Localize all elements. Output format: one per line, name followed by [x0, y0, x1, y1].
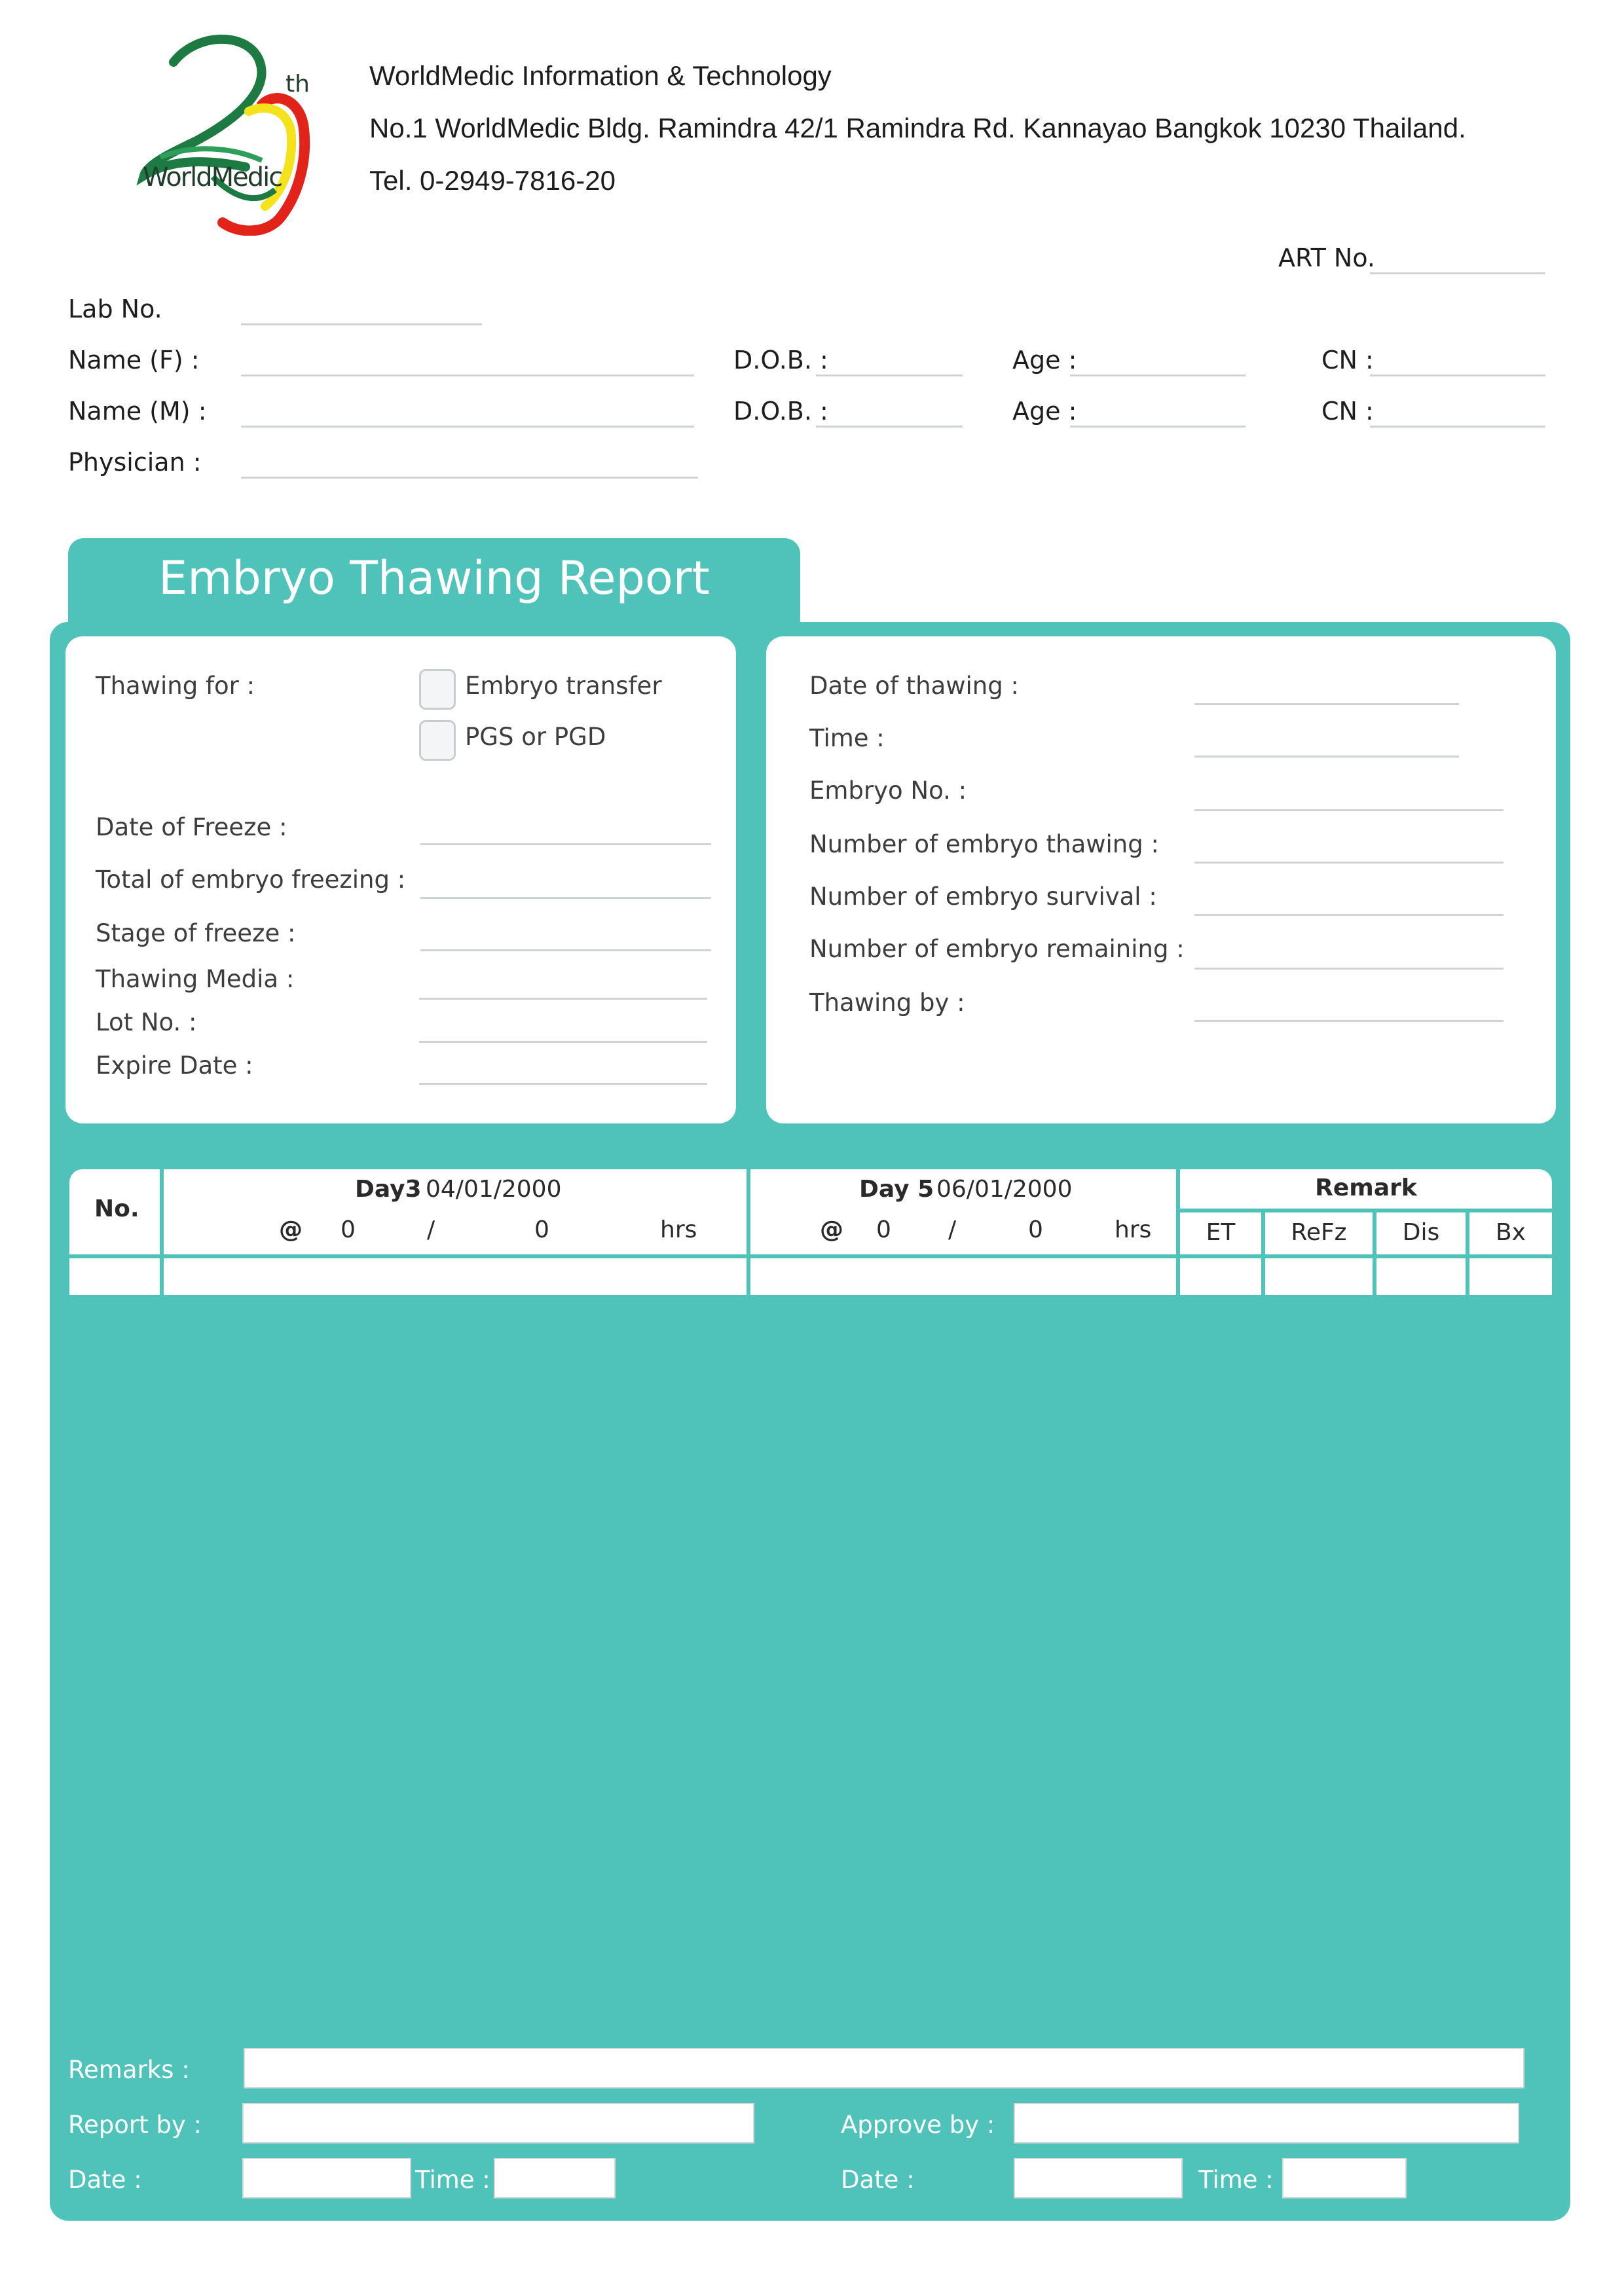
approve-date-field[interactable] [1014, 2158, 1183, 2198]
report-date-field[interactable] [242, 2158, 411, 2198]
refz-label: ReFz [1291, 1219, 1347, 1246]
day3-date: 04/01/2000 [426, 1176, 562, 1203]
cn-f-field[interactable] [1370, 374, 1545, 376]
day3-minute-value: 0 [534, 1216, 549, 1243]
age-f-field[interactable] [1070, 374, 1246, 376]
logo-superscript: th [286, 71, 310, 98]
embryo-transfer-label: Embryo transfer [465, 672, 662, 700]
day3-hour-value: 0 [341, 1216, 356, 1243]
total-freezing-field[interactable] [420, 897, 711, 899]
cn-f-label: CN : [1321, 346, 1374, 374]
report-by-label: Report by : [68, 2111, 202, 2139]
approve-time-label: Time : [1198, 2166, 1274, 2194]
lab-no-field[interactable] [241, 323, 482, 325]
et-label: ET [1206, 1219, 1236, 1246]
date-of-freeze-field[interactable] [420, 843, 711, 845]
table-row-refz-cell[interactable] [1265, 1258, 1373, 1295]
approve-date-label: Date : [841, 2166, 915, 2194]
num-survival-field[interactable] [1194, 914, 1504, 916]
report-by-field[interactable] [242, 2103, 754, 2143]
num-remaining-label: Number of embryo remaining : [809, 935, 1185, 963]
thawing-for-label: Thawing for : [96, 672, 255, 700]
pgs-pgd-label: PGS or PGD [465, 723, 606, 751]
lab-no-label: Lab No. [68, 295, 162, 323]
age-m-field[interactable] [1070, 426, 1246, 428]
date-of-thawing-field[interactable] [1194, 703, 1459, 705]
physician-label: Physician : [68, 448, 202, 477]
thawing-media-label: Thawing Media : [96, 965, 295, 993]
company-tel: Tel. 0-2949-7816-20 [369, 165, 616, 196]
num-thawing-label: Number of embryo thawing : [809, 830, 1159, 858]
day3-at: @ [279, 1216, 303, 1243]
day3-hrs: hrs [660, 1216, 697, 1243]
remarks-field[interactable] [244, 2048, 1524, 2088]
report-time-field[interactable] [494, 2158, 616, 2198]
name-f-label: Name (F) : [68, 346, 200, 374]
day5-hour-value: 0 [876, 1216, 891, 1243]
age-m-label: Age : [1012, 397, 1077, 426]
day5-date: 06/01/2000 [936, 1176, 1073, 1203]
pgs-pgd-checkbox[interactable] [419, 720, 456, 761]
report-time-label: Time : [415, 2166, 490, 2194]
company-address: No.1 WorldMedic Bldg. Ramindra 42/1 Ramindra Rd. Kannayao Bangkok 10230 Thailand. [369, 113, 1466, 143]
thawing-by-label: Thawing by : [809, 989, 965, 1017]
table-row-et-cell[interactable] [1180, 1258, 1261, 1295]
company-logo [134, 26, 324, 236]
day5-slash: / [948, 1216, 957, 1243]
approve-time-field[interactable] [1282, 2158, 1407, 2198]
stage-of-freeze-field[interactable] [420, 949, 711, 951]
day3-label: Day3 [355, 1176, 422, 1203]
thawing-results-card [766, 636, 1556, 1123]
logo-text: WorldMedic [143, 162, 282, 192]
day5-hrs: hrs [1115, 1216, 1152, 1243]
name-m-label: Name (M) : [68, 397, 207, 426]
num-survival-label: Number of embryo survival : [809, 883, 1157, 911]
physician-field[interactable] [241, 477, 698, 479]
day3-slash: / [427, 1216, 435, 1243]
num-remaining-field[interactable] [1194, 968, 1504, 970]
header-no-text: No. [94, 1195, 139, 1222]
age-f-label: Age : [1012, 346, 1077, 374]
name-f-field[interactable] [241, 374, 694, 376]
logo-20th-icon [134, 26, 324, 236]
remarks-label: Remarks : [68, 2056, 190, 2084]
date-of-thawing-label: Date of thawing : [809, 672, 1019, 700]
report-title: Embryo Thawing Report [158, 551, 710, 605]
lot-no-field[interactable] [419, 1041, 707, 1043]
day5-at: @ [820, 1216, 843, 1243]
name-m-field[interactable] [241, 426, 694, 428]
embryo-no-label: Embryo No. : [809, 776, 967, 805]
lot-no-label: Lot No. : [96, 1008, 197, 1036]
approve-by-label: Approve by : [841, 2111, 995, 2139]
company-name: WorldMedic Information & Technology [369, 60, 832, 91]
total-freezing-label: Total of embryo freezing : [96, 866, 406, 894]
time-field[interactable] [1194, 756, 1459, 757]
remark-label: Remark [1315, 1175, 1417, 1201]
expire-date-label: Expire Date : [96, 1051, 253, 1080]
dob-f-field[interactable] [816, 374, 963, 376]
time-label: Time : [809, 724, 885, 752]
day5-label: Day 5 [859, 1176, 934, 1203]
dis-label: Dis [1402, 1219, 1440, 1246]
report-date-label: Date : [68, 2166, 142, 2194]
thawing-media-field[interactable] [419, 998, 707, 1000]
dob-f-label: D.O.B. : [733, 346, 828, 374]
dob-m-field[interactable] [816, 426, 963, 428]
art-no-label: ART No. [1278, 244, 1376, 272]
num-thawing-field[interactable] [1194, 862, 1504, 864]
expire-date-field[interactable] [419, 1083, 707, 1085]
table-row-dis-cell[interactable] [1376, 1258, 1466, 1295]
stage-of-freeze-label: Stage of freeze : [96, 919, 296, 947]
dob-m-label: D.O.B. : [733, 397, 828, 426]
thawing-by-field[interactable] [1194, 1020, 1504, 1022]
table-row-bx-cell[interactable] [1469, 1258, 1552, 1295]
embryo-transfer-checkbox[interactable] [419, 669, 456, 710]
day5-minute-value: 0 [1028, 1216, 1043, 1243]
table-row-day3-cell[interactable] [164, 1258, 747, 1295]
approve-by-field[interactable] [1014, 2103, 1519, 2143]
cn-m-label: CN : [1321, 397, 1374, 426]
table-row-day5-cell[interactable] [750, 1258, 1176, 1295]
table-row-no-cell[interactable] [69, 1258, 160, 1295]
bx-label: Bx [1495, 1219, 1526, 1246]
cn-m-field[interactable] [1370, 426, 1545, 428]
embryo-no-field[interactable] [1194, 809, 1504, 811]
date-of-freeze-label: Date of Freeze : [96, 813, 287, 841]
art-no-field[interactable] [1370, 272, 1545, 274]
